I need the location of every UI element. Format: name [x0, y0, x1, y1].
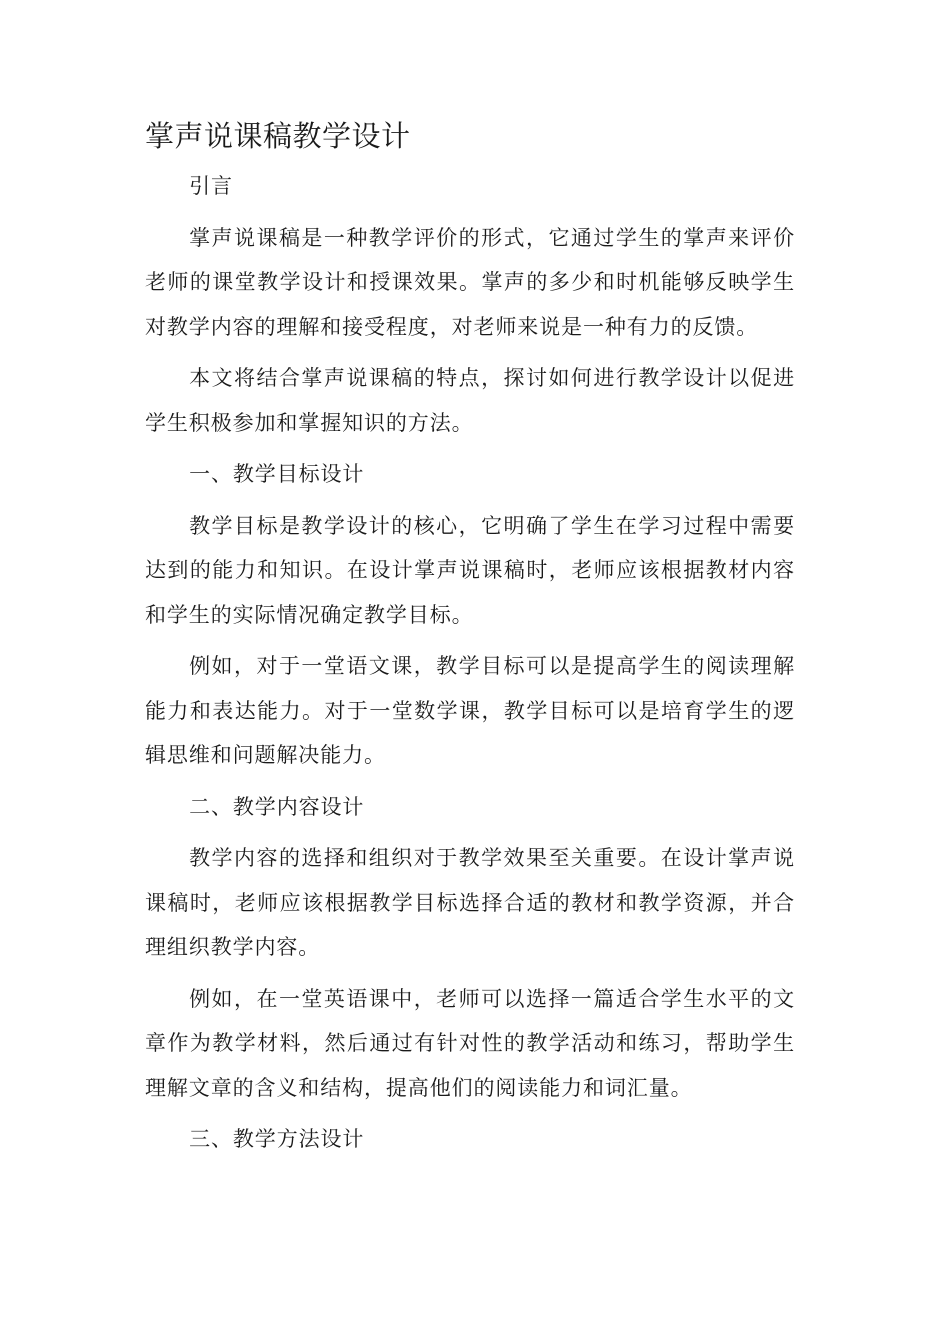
document-title: 掌声说课稿教学设计 [145, 119, 411, 153]
paragraph: 掌声说课稿是一种教学评价的形式，它通过学生的掌声来评价老师的课堂教学设计和授课效果。掌声的多少和时机能够反映学生对教学内容的理解和接受程度，对老师来说是一种有力的反馈。 [145, 225, 795, 339]
paragraph: 例如，在一堂英语课中，老师可以选择一篇适合学生水平的文章作为教学材料，然后通过有针对性的教学活动和练习，帮助学生理解文章的含义和结构，提高他们的阅读能力和词汇量。 [145, 986, 795, 1100]
section-heading-intro: 引言 [189, 174, 233, 198]
paragraph: 教学目标是教学设计的核心，它明确了学生在学习过程中需要达到的能力和知识。在设计掌声说课稿时，老师应该根据教材内容和学生的实际情况确定教学目标。 [145, 513, 795, 627]
section-heading-goals: 一、教学目标设计 [189, 462, 365, 486]
paragraph: 例如，对于一堂语文课，教学目标可以是提高学生的阅读理解能力和表达能力。对于一堂数学课，教学目标可以是培育学生的逻辑思维和问题解决能力。 [145, 654, 795, 767]
paragraph: 教学内容的选择和组织对于教学效果至关重要。在设计掌声说课稿时，老师应该根据教学目标选择合适的教材和教学资源，并合理组织教学内容。 [145, 846, 795, 959]
section-heading-content: 二、教学内容设计 [189, 794, 365, 819]
document-page [145, 110, 795, 1169]
paragraph: 本文将结合掌声说课稿的特点，探讨如何进行教学设计以促进学生积极参加和掌握知识的方法。 [145, 366, 795, 435]
section-heading-methods: 三、教学方法设计 [189, 1127, 365, 1151]
